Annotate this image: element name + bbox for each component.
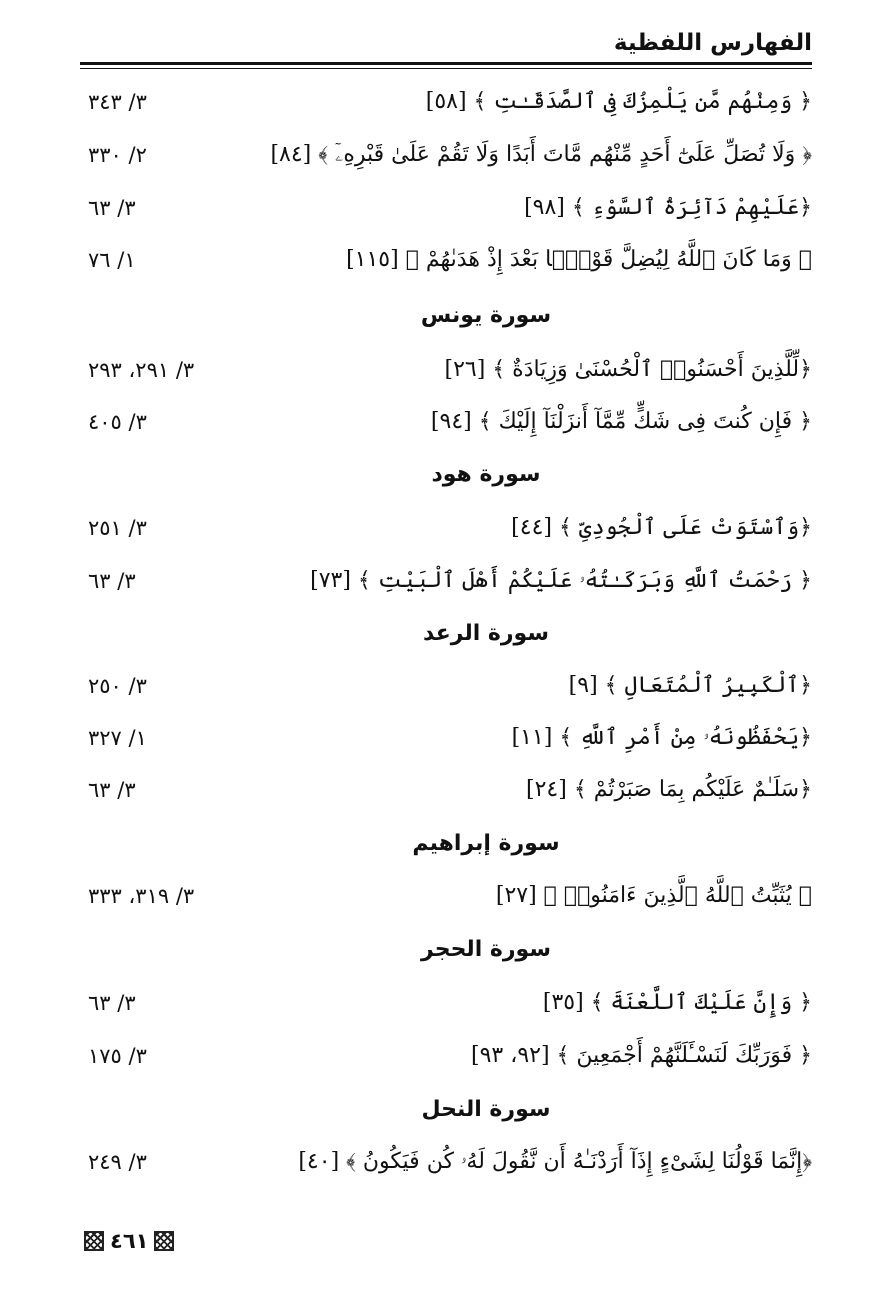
verse-text: ﴿ رَحْمَتُ ٱللَّهِ وَبَرَكَـٰتُهُۥ عَلَيْكُمْ أَهْلَ ٱلْبَيْتِ ﴾ [٧٣]	[310, 568, 812, 593]
index-entry-row	[0, 135, 892, 175]
verse-text: ﴿إِنَّمَا قَوْلُنَا لِشَىْءٍ إِذَآ أَرَدْنَـٰهُ أَن نَّقُولَ لَهُۥ كُن فَيَكُونُ ﴾ [٤٠]	[298, 1149, 812, 1174]
volume-page-reference: ٣/ ٦٣	[88, 778, 136, 802]
volume-page-reference: ٣/ ٢٥١	[88, 516, 147, 540]
volume-page-reference: ٣/ ٣١٩، ٣٣٣	[88, 884, 195, 908]
verse-text: ﴿ وَلَا تُصَلِّ عَلَىٰٓ أَحَدٍ مِّنْهُم مَّاتَ أَبَدًا وَلَا تَقُمْ عَلَىٰ قَبْرِهِۦٓ ﴾ [٨٤]	[270, 142, 812, 167]
surah-heading-text: سورة الحجر	[421, 937, 551, 962]
ornament-icon	[154, 1231, 174, 1251]
surah-heading-text: سورة النحل	[421, 1097, 551, 1122]
surah-heading	[0, 614, 892, 654]
verse-text: ﴿عَلَيْهِمْ دَآئِرَةُ ٱلسَّوْءِ ﴾ [٩٨]	[524, 195, 812, 220]
index-entry-row	[0, 188, 892, 228]
running-header-title: الفهارس اللفظية	[613, 30, 812, 56]
index-entry-row	[0, 983, 892, 1023]
volume-page-reference: ٣/ ٦٣	[88, 569, 136, 593]
index-entry-row	[0, 666, 892, 706]
surah-heading-text: سورة إبراهيم	[412, 831, 560, 856]
verse-text: ﴿لِّلَّذِينَ أَحْسَنُوا۟ ٱلْحُسْنَىٰ وَزِيَادَةٌ ﴾ [٢٦]	[444, 357, 812, 382]
index-entry-row	[0, 350, 892, 390]
surah-heading-text: سورة يونس	[420, 303, 552, 328]
volume-page-reference: ٣/ ٣٤٣	[88, 90, 147, 114]
volume-page-reference: ٣/ ٢٤٩	[88, 1150, 147, 1174]
ornament-icon	[84, 1231, 104, 1251]
verse-text: ﴿يَحْفَظُونَهُۥ مِنْ أَمْرِ ٱللَّهِ ﴾ [١١]	[511, 725, 812, 750]
verse-text: ﴿ فَوَرَبِّكَ لَنَسْـَٔلَنَّهُمْ أَجْمَعِينَ ﴾ [٩٢، ٩٣]	[470, 1043, 812, 1068]
index-entry-row	[0, 561, 892, 601]
index-entry-row	[0, 718, 892, 758]
volume-page-reference: ٢/ ٣٣٠	[88, 143, 147, 167]
volume-page-reference: ٣/ ١٧٥	[88, 1044, 147, 1068]
verse-text: ﴿سَلَـٰمٌ عَلَيْكُم بِمَا صَبَرْتُمْ ﴾ [٢٤]	[526, 777, 812, 802]
verse-text: ﴿وَٱسْتَوَتْ عَلَى ٱلْجُودِىِّ ﴾ [٤٤]	[511, 515, 812, 540]
verse-text: ﴿ وَإِنَّ عَلَيْكَ ٱللَّعْنَةَ ﴾ [٣٥]	[542, 990, 812, 1015]
verse-text: ﴿ فَإِن كُنتَ فِى شَكٍّ مِّمَّآ أَنزَلْنَآ إِلَيْكَ ﴾ [٩٤]	[430, 409, 812, 434]
verse-text: ﴿ يُثَبِّتُ ٱللَّهُ ٱلَّذِينَ ءَامَنُوا۟ ﴾ [٢٧]	[495, 883, 812, 908]
volume-page-reference: ٣/ ٢٥٠	[88, 674, 147, 698]
verse-text: ﴿ٱلْكَبِيرُ ٱلْمُتَعَالِ ﴾ [٩]	[568, 673, 812, 698]
page-number: ٤٦١	[110, 1229, 149, 1253]
index-entry-row	[0, 508, 892, 548]
index-entry-row	[0, 402, 892, 442]
volume-page-reference: ٣/ ٦٣	[88, 196, 136, 220]
page-footer	[84, 1224, 174, 1258]
surah-heading	[0, 824, 892, 864]
index-entry-row	[0, 240, 892, 280]
verse-text: ﴿ وَمِنْهُم مَّن يَلْمِزُكَ فِى ٱلصَّدَقَـٰتِ ﴾ [٥٨]	[425, 89, 812, 114]
index-entry-row	[0, 1142, 892, 1182]
volume-page-reference: ٣/ ٤٠٥	[88, 410, 147, 434]
surah-heading	[0, 455, 892, 495]
surah-heading-text: سورة الرعد	[423, 621, 549, 646]
volume-page-reference: ٣/ ٦٣	[88, 991, 136, 1015]
volume-page-reference: ١/ ٧٦	[88, 248, 136, 272]
index-entry-row	[0, 82, 892, 122]
index-entry-row	[0, 770, 892, 810]
surah-heading	[0, 930, 892, 970]
index-entry-row	[0, 1036, 892, 1076]
surah-heading	[0, 296, 892, 336]
surah-heading	[0, 1090, 892, 1130]
surah-heading-text: سورة هود	[431, 462, 541, 487]
verse-text: ﴿ وَمَا كَانَ ٱللَّهُ لِيُضِلَّ قَوْمًۢا بَعْدَ إِذْ هَدَىٰهُمْ ﴾ [١١٥]	[346, 247, 812, 272]
index-entry-row	[0, 876, 892, 916]
volume-page-reference: ١/ ٣٢٧	[88, 726, 147, 750]
volume-page-reference: ٣/ ٢٩١، ٢٩٣	[88, 358, 195, 382]
